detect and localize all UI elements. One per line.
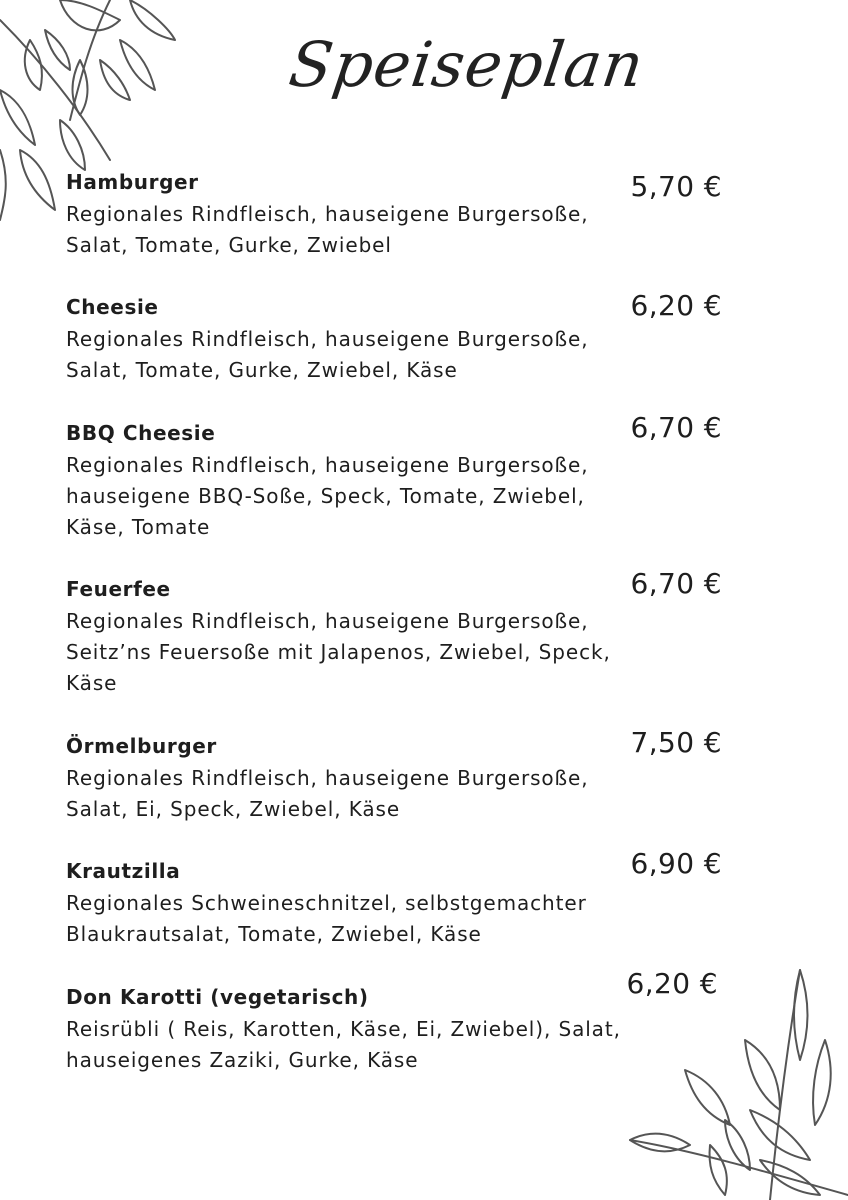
- menu-item-price: 6,20 €: [626, 967, 718, 1000]
- menu-title: Speiseplan: [284, 28, 649, 101]
- menu-item-price: 6,70 €: [630, 411, 722, 444]
- menu-item-bbq-cheesie: [66, 411, 786, 543]
- menu-item-name: Cheesie: [66, 295, 159, 319]
- menu-item-krautzilla: [66, 847, 786, 950]
- menu-item-price: 6,20 €: [630, 289, 722, 322]
- menu-item-description: Regionales Rindfleisch, hauseigene Burgersoße, Salat, Tomate, Gurke, Zwiebel: [66, 202, 589, 257]
- menu-item-description: Regionales Rindfleisch, hauseigene Burgersoße, hauseigene BBQ-Soße, Speck, Tomate, Zwiebel, Käse, Tomate: [66, 453, 589, 539]
- menu-item-feuerfee: [66, 567, 786, 699]
- menu-item-name: Örmelburger: [66, 734, 217, 758]
- menu-item-cheesie: [66, 289, 786, 386]
- menu-item-description: Regionales Rindfleisch, hauseigene Burgersoße, Salat, Ei, Speck, Zwiebel, Käse: [66, 766, 589, 821]
- menu-item-description: Regionales Schweineschnitzel, selbstgemachter Blaukrautsalat, Tomate, Zwiebel, Käse: [66, 891, 587, 946]
- menu-item-hamburger: [66, 168, 786, 261]
- menu-item-description: Regionales Rindfleisch, hauseigene Burgersoße, Seitz’ns Feuersoße mit Jalapenos, Zwiebel, Speck, Käse: [66, 609, 611, 695]
- menu-item-don-karotti: [66, 967, 786, 1076]
- menu-item-name: Krautzilla: [66, 859, 181, 883]
- menu-item-description: Reisrübli ( Reis, Karotten, Käse, Ei, Zwiebel), Salat, hauseigenes Zaziki, Gurke, Käse: [66, 1017, 621, 1072]
- menu-item-name: BBQ Cheesie: [66, 421, 216, 445]
- menu-item-price: 6,90 €: [630, 847, 722, 880]
- menu-item-name: Feuerfee: [66, 577, 171, 601]
- menu-item-name: Hamburger: [66, 170, 199, 194]
- menu-item-price: 5,70 €: [630, 170, 722, 203]
- menu-item-oermelburger: [66, 726, 786, 825]
- menu-item-name: Don Karotti (vegetarisch): [66, 985, 369, 1009]
- menu-item-price: 6,70 €: [630, 567, 722, 600]
- menu-item-description: Regionales Rindfleisch, hauseigene Burgersoße, Salat, Tomate, Gurke, Zwiebel, Käse: [66, 327, 589, 382]
- menu-item-price: 7,50 €: [630, 726, 722, 759]
